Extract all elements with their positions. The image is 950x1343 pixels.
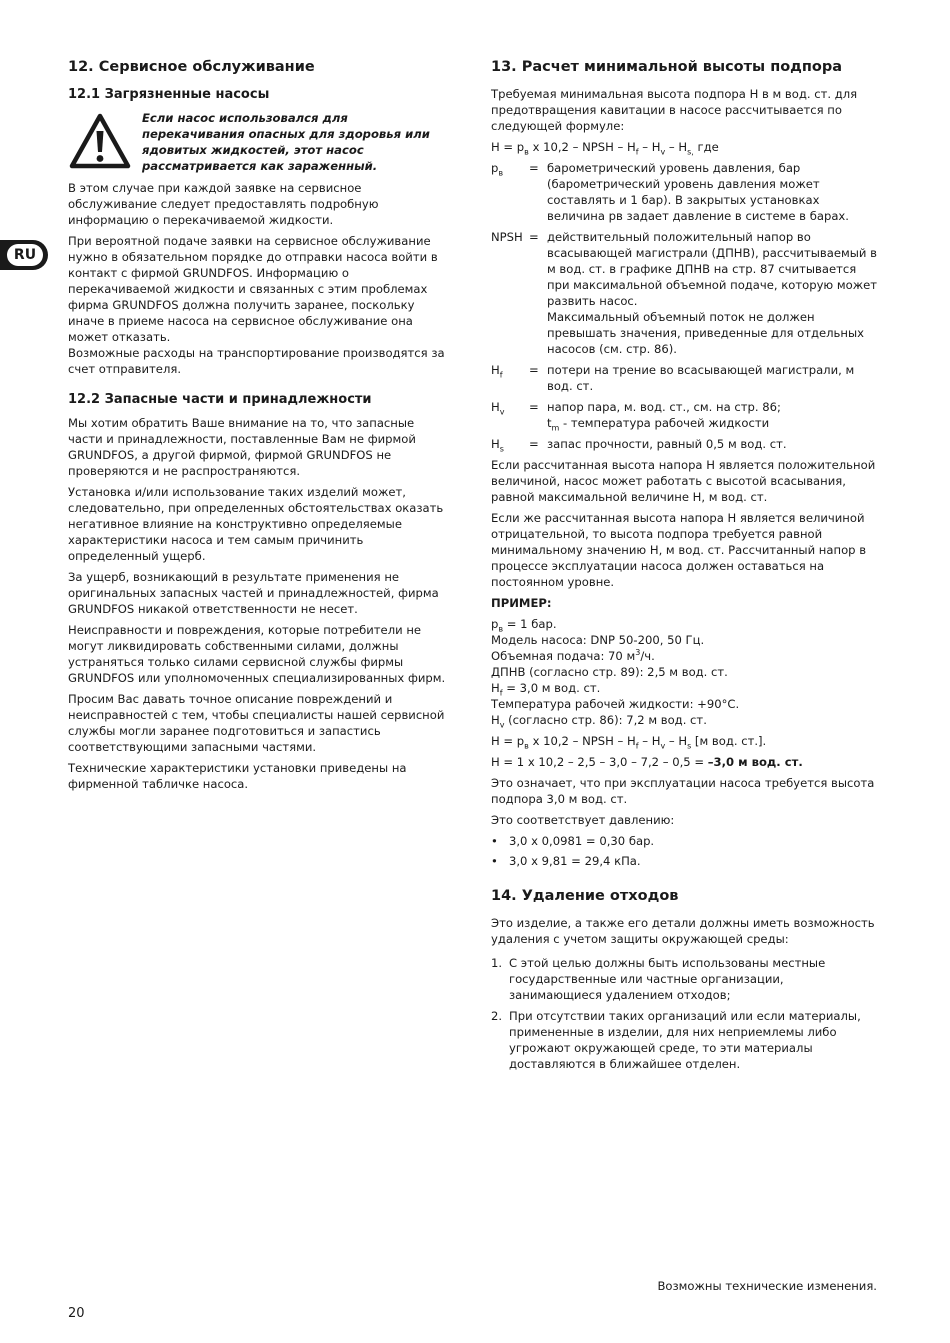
warning-triangle-icon xyxy=(68,112,132,170)
paragraph: Если рассчитанная высота напора H является положительной величиной, насос может работать с высотой всасывания, равной максимальной величине H, м вод. ст. xyxy=(491,458,876,504)
section-12-2-title: 12.2 Запасные части и принадлежности xyxy=(68,392,372,407)
example-formula: $H = p_в$ x 10,2 – NPSH – $H_f - H_v - H_s$ [м вод. ст.]. xyxy=(491,734,767,751)
paragraph: Установка и/или использование таких изделий может, следовательно, при определенных обстоятельствах оказать негативное влияние на конструктивно определяемые характеристики насоса и тем самым причинить определенный ущерб. xyxy=(68,485,444,563)
paragraph: Мы хотим обратить Ваше внимание на то, что запасные части и принадлежности, поставленные Вам не фирмой GRUNDFOS, а другой фирмой, фирмой GRUNDFOS не проверяются и не распространяются. xyxy=(68,416,416,478)
paragraph: Это соответствует давлению: xyxy=(491,813,675,827)
language-tab xyxy=(0,240,48,270)
paragraph: Технические характеристики установки приведены на фирменной табличке насоса. xyxy=(68,761,407,791)
page-number: 20 xyxy=(68,1306,85,1321)
definition-hf: $H_f$ = потери на трение во всасывающей магистрали, м вод. ст. xyxy=(491,363,855,393)
warning-text: Если насос использовался для перекачивания опасных для здоровья или ядовитых жидкостей, этот насос рассматривается как зараженный. xyxy=(142,111,430,173)
paragraph: Возможные расходы на транспортирование производятся за счет отправителя. xyxy=(68,346,445,376)
bullet-item: • 3,0 x 0,0981 = 0,30 бар. xyxy=(491,834,655,848)
language-tab-label: RU xyxy=(7,244,43,266)
definition-hv: $H_v$ = напор пара, м. вод. ст., см. на стр. 86; $t_m$ - температура рабочей жидкости xyxy=(491,400,781,433)
section-14-title: 14. Удаление отходов xyxy=(491,888,679,904)
list-item: 1. С этой целью должны быть использованы местные государственные или частные организации, занимающиеся удалением отходов; xyxy=(491,956,826,1002)
list-item: 2. При отсутствии таких организаций или если материалы, примененные в изделии, для них неприемлемы либо угрожают окружающей среде, то эти материалы доставляются в ближайшее отделен. xyxy=(491,1009,861,1071)
definition-npsh: NPSH = действительный положительный напор во всасывающей магистрали (ДПНВ), рассчитываемый в м вод. ст. в графике ДПНВ на стр. 87 считывается при максимальной объемной подаче, которую может развить насос. Максимальный объемный поток не должен превышать значения, приведенные для отдельных насосов (см. стр. 86). xyxy=(491,230,878,356)
left-column xyxy=(68,52,452,797)
example-lines: $p_в = 1$ бар. Модель насоса: DNP 50-200, 50 Гц. Объемная подача: 70 $м^3/ч$. ДПНВ (согласно стр. 89): 2,5 м вод. ст. $H_f = 3,0$ м вод. ст. Температура рабочей жидкости: +90°C. $H_v$ (согласно стр. 86): 7,2 м вод. ст. xyxy=(491,617,740,730)
paragraph: Неисправности и повреждения, которые потребители не могут ликвидировать собственными силами, должны устраняться только силами сервисной службы фирмы GRUNDFOS или уполномоченных специализированных фирм. xyxy=(68,623,446,685)
right-column xyxy=(491,52,879,1077)
paragraph: Требуемая минимальная высота подпора H в м вод. ст. для предотвращения кавитации в насосе рассчитывается по следующей формуле: xyxy=(491,87,858,133)
section-13-title: 13. Расчет минимальной высоты подпора xyxy=(491,59,843,75)
paragraph: В этом случае при каждой заявке на сервисное обслуживание следует предоставлять подробную информацию о перекачиваемой жидкости. xyxy=(68,181,379,227)
paragraph: Если же рассчитанная высота напора H является величиной отрицательной, то высота подпора требуется равной минимальному значению H, м вод. ст. Рассчитанный напор в процессе эксплуатации насоса должен оставаться на постоянном уровне. xyxy=(491,511,867,589)
section-12-title: 12. Сервисное обслуживание xyxy=(68,59,315,75)
footer-note: Возможны технические изменения. xyxy=(657,1279,877,1293)
formula: $H = p_в$ x 10,2 – NPSH – $H_f - H_v - H_{s,}$ где xyxy=(491,140,719,157)
paragraph: Это изделие, а также его детали должны иметь возможность удаления с учетом защиты окружающей среды: xyxy=(491,916,875,946)
definition-pb: $p_в$ = барометрический уровень давления, бар (барометрический уровень давления может составлять и 1 бар). В закрытых установках величина рв задает давление в системе в барах. xyxy=(491,161,849,223)
paragraph: За ущерб, возникающий в результате применения не оригинальных запасных частей и принадлежностей, фирма GRUNDFOS никакой ответственности не несет. xyxy=(68,570,439,616)
warning-block xyxy=(68,110,452,174)
paragraph: Просим Вас давать точное описание повреждений и неисправностей с тем, чтобы специалисты нашей сервисной службы могли заранее подготовиться и запастись соответствующими запасными частями. xyxy=(68,692,445,754)
example-result: H = 1 x 10,2 – 2,5 – 3,0 – 7,2 – 0,5 = –3,0 м вод. ст. xyxy=(491,755,803,769)
example-label: ПРИМЕР: xyxy=(491,596,552,610)
paragraph: При вероятной подаче заявки на сервисное обслуживание нужно в обязательном порядке до отправки насоса войти в контакт с фирмой GRUNDFOS. Информацию о перекачиваемой жидкости и связанных с этим проблемах фирма GRUNDFOS должна получить заранее, поскольку иначе в приеме насоса на сервисное обслуживание она может отказать. xyxy=(68,234,438,344)
definitions-list xyxy=(491,160,879,452)
bullet-item: • 3,0 x 9,81 = 29,4 кПа. xyxy=(491,854,641,868)
paragraph: Это означает, что при эксплуатации насоса требуется высота подпора 3,0 м вод. ст. xyxy=(491,776,875,806)
definition-hs: $H_s$ = запас прочности, равный 0,5 м вод. ст. xyxy=(491,437,787,454)
section-12-1-title: 12.1 Загрязненные насосы xyxy=(68,87,270,102)
